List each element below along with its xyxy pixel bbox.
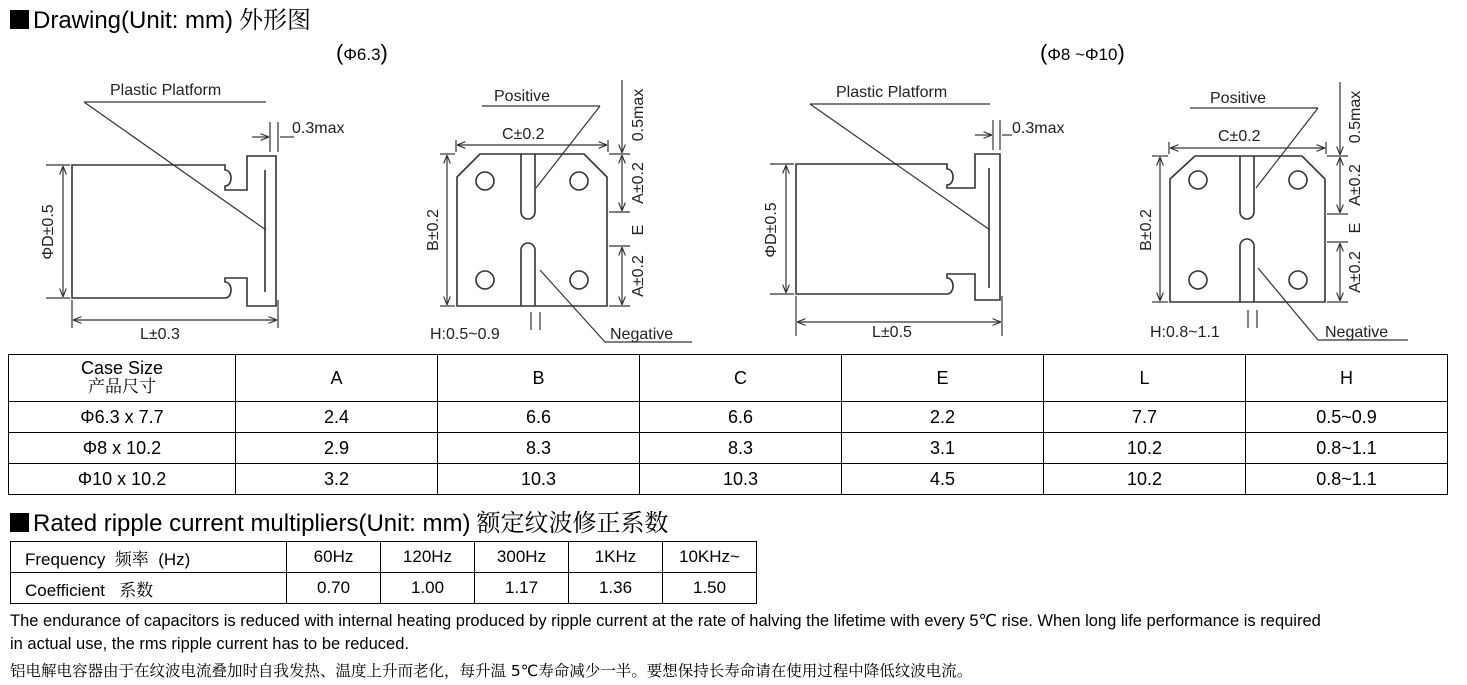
square-bullet-icon [10,513,29,532]
frequency-cell: 10KHz~ [663,542,757,573]
small-side-max-label: 0.3max [292,120,345,137]
small-c-label: C±0.2 [502,126,545,143]
large-diameter-label: ΦD±0.5 [763,202,780,258]
header-col-l: L [1044,355,1246,402]
frequency-label-cell: Frequency 频率 (Hz) [11,542,287,573]
large-side-view [770,104,1012,336]
value-cell: 2.9 [236,433,438,464]
case-cell: Φ10 x 10.2 [9,464,236,495]
large-bottom-view [1152,82,1408,340]
value-cell: 0.8~1.1 [1246,433,1448,464]
ripple-section-title: Rated ripple current multipliers(Unit: mm) 额定纹波修正系数 [10,511,668,536]
note-chinese: 铝电解电容器由于在纹波电流叠加时自我发热、温度上升而老化，每升温 5℃寿命减少一半。要想保持长寿命请在使用过程中降低纹波电流。 [10,662,973,680]
frequency-cell: 300Hz [475,542,569,573]
large-c-label: C±0.2 [1218,128,1261,145]
header-col-e: E [842,355,1044,402]
value-cell: 8.3 [438,433,640,464]
table-row [9,402,1448,433]
case-cell: Φ6.3 x 7.7 [9,402,236,433]
table-row [9,464,1448,495]
small-negative-label: Negative [610,326,674,343]
value-cell: 8.3 [640,433,842,464]
large-e-label: E [1347,222,1364,234]
value-cell: 10.2 [1044,464,1246,495]
dimension-table [8,354,1448,495]
header-col-b: B [438,355,640,402]
value-cell: 10.2 [1044,433,1246,464]
variant-large-label: (Φ8 ~Φ10) [1040,40,1125,65]
frequency-row [11,542,757,573]
frequency-cell: 60Hz [287,542,381,573]
note-english-line-1: The endurance of capacitors is reduced with internal heating produced by ripple current at the rate of halving the lifetime with every 5℃ rise. When long life performance is required [10,612,1321,630]
large-plastic-platform-label: Plastic Platform [836,84,948,101]
large-a-top-label: A±0.2 [1347,164,1364,206]
small-b-label: B±0.2 [425,209,442,251]
small-e-label: E [630,224,647,236]
value-cell: 6.6 [640,402,842,433]
small-bottom-max-label: 0.5max [630,88,647,142]
small-a-bottom-label: A±0.2 [630,255,647,297]
small-a-top-label: A±0.2 [630,162,647,204]
value-cell: 3.1 [842,433,1044,464]
large-length-label: L±0.5 [872,324,912,341]
coefficient-cell: 1.36 [569,573,663,604]
drawing-section-title: Drawing(Unit: mm) 外形图 [10,8,311,33]
note-english-line-2: in actual use, the rms ripple current has to be reduced. [10,635,409,653]
header-col-h: H [1246,355,1448,402]
frequency-cell: 1KHz [569,542,663,573]
large-bottom-max-label: 0.5max [1347,90,1364,144]
small-side-view [46,102,294,328]
value-cell: 2.4 [236,402,438,433]
frequency-cell: 120Hz [381,542,475,573]
large-a-bottom-label: A±0.2 [1347,251,1364,293]
small-h-label: H:0.5~0.9 [430,326,500,343]
header-col-a: A [236,355,438,402]
case-cell: Φ8 x 10.2 [9,433,236,464]
coefficient-label-cell: Coefficient 系数 [11,573,287,604]
header-col-c: C [640,355,842,402]
variant-small-label: (Φ6.3) [336,40,388,65]
header-case-size: Case Size 产品尺寸 [9,355,236,402]
coefficient-row [11,573,757,604]
value-cell: 10.3 [640,464,842,495]
coefficient-cell: 1.17 [475,573,569,604]
large-positive-label: Positive [1210,90,1267,107]
table-row [9,433,1448,464]
small-plastic-platform-label: Plastic Platform [110,82,222,99]
coefficient-cell: 0.70 [287,573,381,604]
large-h-label: H:0.8~1.1 [1150,324,1220,341]
large-negative-label: Negative [1325,324,1389,341]
large-b-label: B±0.2 [1138,209,1155,251]
dimension-table-header [9,355,1448,402]
value-cell: 4.5 [842,464,1044,495]
small-bottom-view [440,80,692,342]
value-cell: 0.8~1.1 [1246,464,1448,495]
coefficient-cell: 1.00 [381,573,475,604]
value-cell: 3.2 [236,464,438,495]
large-side-max-label: 0.3max [1012,120,1065,137]
coefficient-cell: 1.50 [663,573,757,604]
value-cell: 6.6 [438,402,640,433]
value-cell: 7.7 [1044,402,1246,433]
value-cell: 10.3 [438,464,640,495]
value-cell: 2.2 [842,402,1044,433]
small-diameter-label: ΦD±0.5 [40,204,57,260]
small-length-label: L±0.3 [140,326,180,343]
ripple-table [10,541,757,604]
value-cell: 0.5~0.9 [1246,402,1448,433]
small-positive-label: Positive [494,88,551,105]
